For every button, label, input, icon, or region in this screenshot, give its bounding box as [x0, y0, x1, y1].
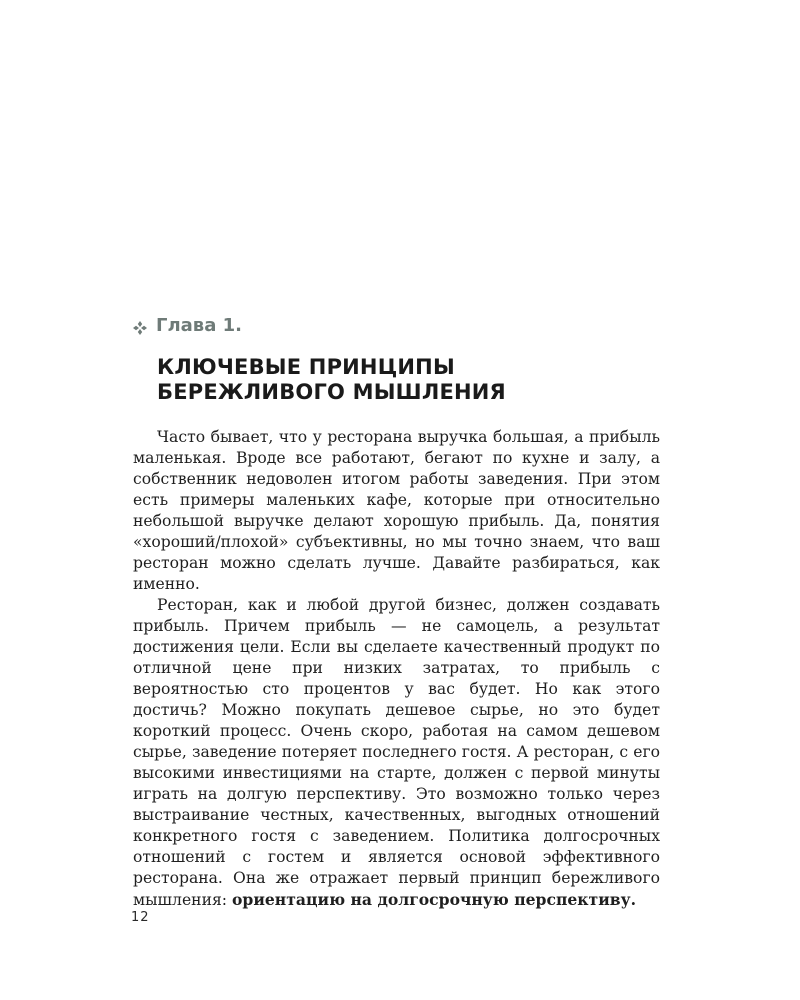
chapter-title-line-1: КЛЮЧЕВЫЕ ПРИНЦИПЫ	[157, 355, 455, 379]
paragraph-text: Ресторан, как и любой другой бизнес, должен создавать прибыль. Причем прибыль — не самоцель, а результат достижения цели. Если вы сделаете качественный продукт по отличной цене при низких затратах, то прибыль с вероятностью сто процентов у вас будет. Но как этого достичь? Можно покупать дешевое сырье, но это будет короткий процесс. Очень скоро, работая на самом дешевом сырье, заведение потеряет последнего гостя. А ресторан, с его высокими инвестициями на старте, должен с первой минуты играть на долгую перспективу. Это возможно только через выстраивание честных, качественных, выгодных отношений конкретного гостя с заведением. Политика долгосрочных отношений с гостем и является основой эффективного ресторана. Она же отражает первый принцип бережливого мышления:	[133, 596, 660, 909]
chapter-body	[133, 427, 660, 911]
chapter-label	[133, 315, 242, 336]
paragraph: Часто бывает, что у ресторана выручка большая, а прибыль маленькая. Вроде все работают, бегают по кухне и залу, а собственник недоволен итогом работы заведения. При этом есть примеры маленьких кафе, которые при относительно небольшой выручке делают хорошую прибыль. Да, понятия «хороший/плохой» субъективны, но мы точно знаем, что ваш ресторан можно сделать лучше. Давайте разбираться, как именно.	[133, 428, 660, 593]
chapter-number: Глава 1.	[156, 315, 242, 336]
emphasis-text: ориентацию на долгосрочную перспективу.	[232, 890, 637, 909]
chapter-title-line-2: БЕРЕЖЛИВОГО МЫШЛЕНИЯ	[157, 380, 506, 404]
paragraph	[133, 595, 660, 911]
chapter-title	[157, 355, 677, 405]
four-diamonds-icon	[133, 319, 147, 333]
page-number: 12	[131, 910, 150, 925]
